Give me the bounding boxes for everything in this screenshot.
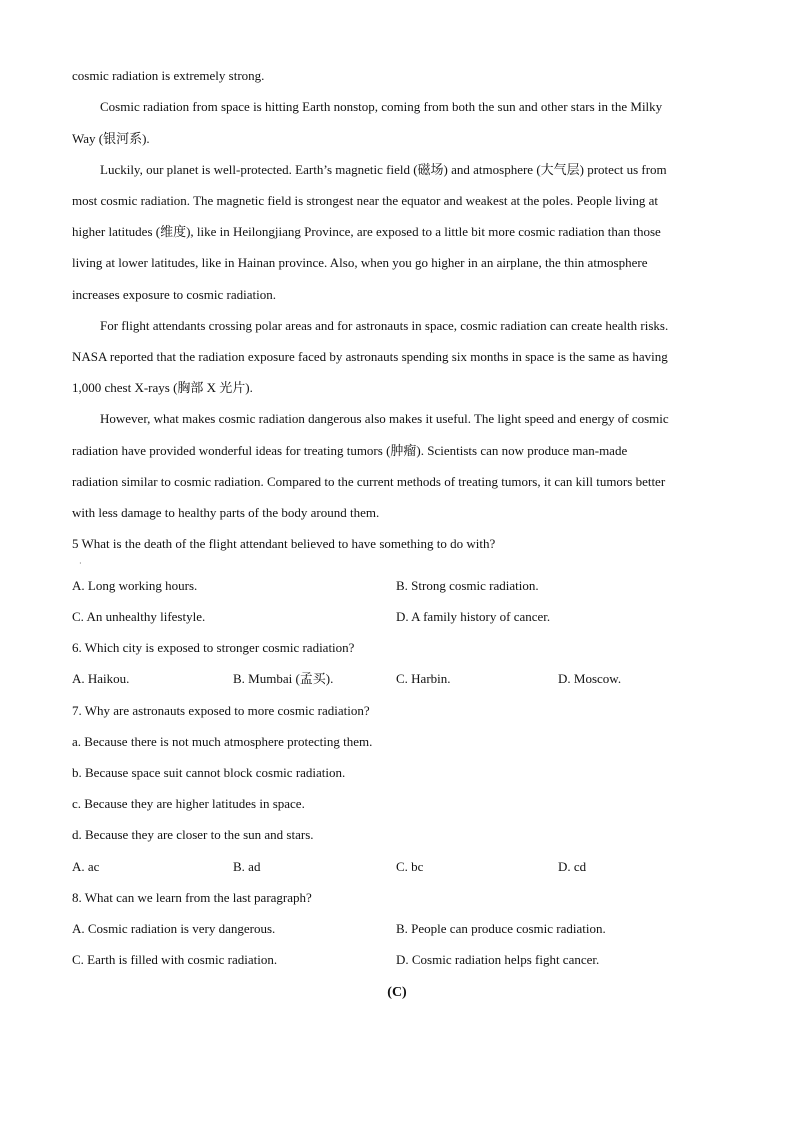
passage-line: most cosmic radiation. The magnetic field is strongest near the equator and weakest at the poles. People living at	[72, 193, 659, 208]
option-c: C. Harbin.	[396, 671, 451, 686]
option-b: B. ad	[233, 859, 261, 874]
option-b: B. Mumbai (孟买).	[233, 671, 334, 686]
question-stem: 5 What is the death of the flight attendant believed to have something to do with?	[72, 536, 496, 551]
passage-line: For flight attendants crossing polar areas and for astronauts in space, cosmic radiation can create health risks.	[100, 318, 669, 333]
passage-line: higher latitudes (维度), like in Heilongjiang Province, are exposed to a little bit more cosmic radiation than those	[72, 224, 661, 239]
statement-b: b. Because space suit cannot block cosmic radiation.	[72, 765, 346, 780]
option-a: A. ac	[72, 859, 100, 874]
passage-line: NASA reported that the radiation exposure faced by astronauts spending six months in space is the same as having	[72, 349, 668, 364]
option-c: C. Earth is filled with cosmic radiation.	[72, 952, 278, 967]
option-d: D. Cosmic radiation helps fight cancer.	[396, 952, 600, 967]
passage-line: Way (银河系).	[72, 131, 150, 146]
question-stem: 6. Which city is exposed to stronger cosmic radiation?	[72, 640, 355, 655]
question-stem: 8. What can we learn from the last paragraph?	[72, 890, 312, 905]
passage-line: increases exposure to cosmic radiation.	[72, 287, 276, 302]
option-c: C. bc	[396, 859, 424, 874]
option-a: A. Haikou.	[72, 671, 130, 686]
option-c: C. An unhealthy lifestyle.	[72, 609, 206, 624]
section-label: (C)	[387, 985, 407, 1000]
option-d: D. A family history of cancer.	[396, 609, 551, 624]
passage-line: Cosmic radiation from space is hitting Earth nonstop, coming from both the sun and other stars in the Milky	[100, 99, 663, 114]
passage-line: living at lower latitudes, like in Hainan province. Also, when you go higher in an airplane, the thin atmosphere	[72, 255, 648, 270]
statement-a: a. Because there is not much atmosphere protecting them.	[72, 734, 373, 749]
passage-line: However, what makes cosmic radiation dangerous also makes it useful. The light speed and energy of cosmic	[100, 411, 669, 426]
option-a: A. Cosmic radiation is very dangerous.	[72, 921, 276, 936]
passage-line: radiation similar to cosmic radiation. Compared to the current methods of treating tumors, it can kill tumors better	[72, 474, 666, 489]
passage-line: cosmic radiation is extremely strong.	[72, 68, 265, 83]
stray-dot-mark: ·	[79, 559, 82, 568]
option-b: B. People can produce cosmic radiation.	[396, 921, 606, 936]
passage-line: Luckily, our planet is well-protected. Earth’s magnetic field (磁场) and atmosphere (大气层) protect us from	[100, 162, 667, 177]
option-b: B. Strong cosmic radiation.	[396, 578, 539, 593]
passage-line: 1,000 chest X-rays (胸部 X 光片).	[72, 380, 253, 395]
option-d: D. Moscow.	[558, 671, 622, 686]
question-stem: 7. Why are astronauts exposed to more cosmic radiation?	[72, 703, 370, 718]
option-a: A. Long working hours.	[72, 578, 198, 593]
passage-line: with less damage to healthy parts of the body around them.	[72, 505, 380, 520]
passage-line: radiation have provided wonderful ideas for treating tumors (肿瘤). Scientists can now produce man-made	[72, 443, 628, 458]
statement-c: c. Because they are higher latitudes in space.	[72, 796, 305, 811]
statement-d: d. Because they are closer to the sun and stars.	[72, 827, 314, 842]
option-d: D. cd	[558, 859, 587, 874]
